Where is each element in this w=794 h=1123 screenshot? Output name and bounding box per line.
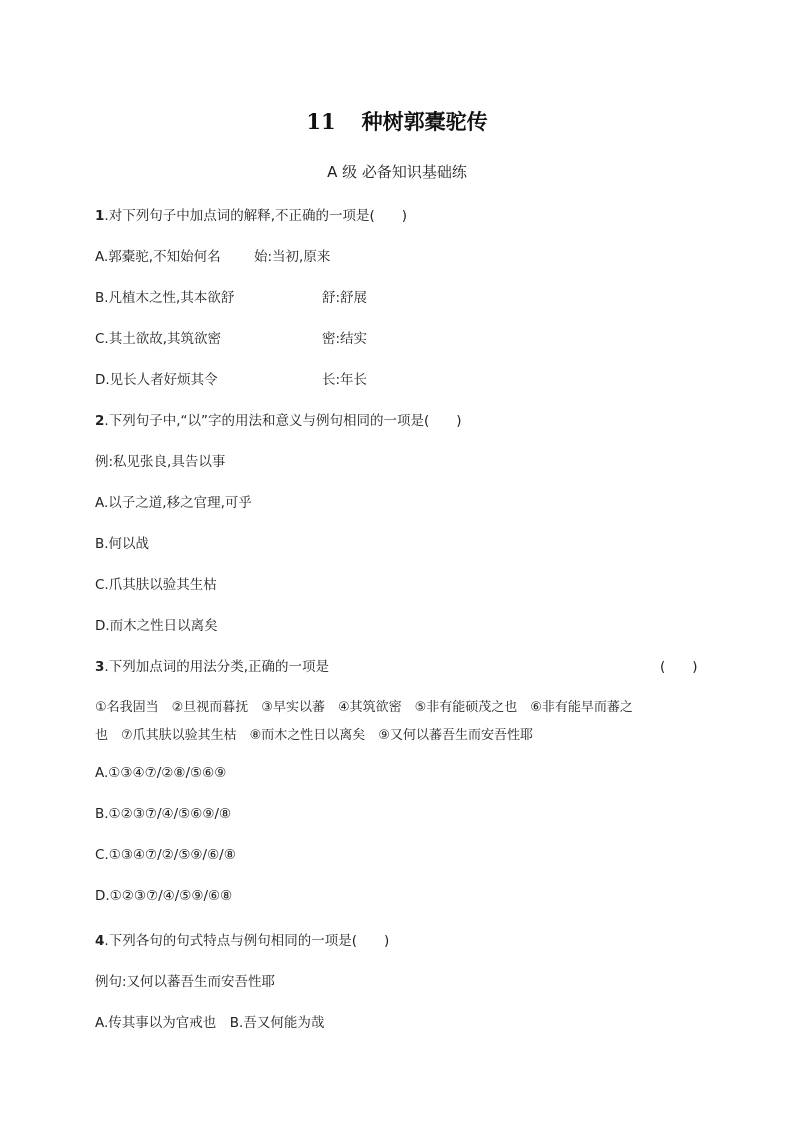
question-2-option-a: A.以子之道,移之官理,可乎 <box>95 495 252 511</box>
question-2-option-d: D.而木之性日以离矣 <box>95 618 218 634</box>
question-1-option-b: B.凡植木之性,其本欲舒 <box>95 290 235 306</box>
page-title <box>0 106 794 136</box>
question-1-option-d: D.见长人者好烦其令 <box>95 372 218 388</box>
question-1-option-c: C.其土欲故,其筑欲密 <box>95 331 222 347</box>
question-3-option-b: B.①②③⑦/④/⑤⑥⑨/⑧ <box>95 806 232 822</box>
question-4-example: 例句:又何以蕃吾生而安吾性耶 <box>95 974 276 990</box>
question-1-gloss-b: 舒:舒展 <box>322 290 368 306</box>
question-3-stem: 3.下列加点词的用法分类,正确的一项是 <box>95 659 329 675</box>
question-1-stem: 1.对下列句子中加点词的解释,不正确的一项是( ) <box>95 208 408 224</box>
question-3-option-c: C.①③④⑦/②/⑤⑨/⑥/⑧ <box>95 847 236 863</box>
question-3-answer-paren: ( ) <box>660 659 698 675</box>
question-3-items-line-2: 也 ⑦爪其肤以验其生枯 ⑧而木之性日以离矣 ⑨又何以蕃吾生而安吾性耶 <box>95 728 533 743</box>
question-3-option-d: D.①②③⑦/④/⑤⑨/⑥⑧ <box>95 888 233 904</box>
question-2-example: 例:私见张良,具告以事 <box>95 454 226 470</box>
question-3-items-line-1: ①名我固当 ②旦视而暮抚 ③早实以蕃 ④其筑欲密 ⑤非有能硕茂之也 ⑥非有能早而蕃之 <box>95 700 633 715</box>
question-4-stem: 4.下列各句的句式特点与例句相同的一项是( ) <box>95 933 390 949</box>
lesson-title: 种树郭橐驼传 <box>361 109 488 134</box>
question-2-option-c: C.爪其肤以验其生枯 <box>95 577 217 593</box>
section-subtitle: A 级 必备知识基础练 <box>327 163 467 181</box>
question-3-option-a: A.①③④⑦/②⑧/⑤⑥⑨ <box>95 765 227 781</box>
question-1-gloss-a: 始:当初,原来 <box>254 249 331 265</box>
question-1-gloss-c: 密:结实 <box>322 331 368 347</box>
question-2-option-b: B.何以战 <box>95 536 150 552</box>
question-1-option-a: A.郭橐驼,不知始何名 <box>95 249 221 265</box>
lesson-number: 11 <box>306 109 336 134</box>
question-4-options: A.传其事以为官戒也 B.吾又何能为哉 <box>95 1015 325 1031</box>
question-1-gloss-d: 长:年长 <box>322 372 368 388</box>
question-2-stem: 2.下列句子中,“以”字的用法和意义与例句相同的一项是( ) <box>95 413 462 429</box>
